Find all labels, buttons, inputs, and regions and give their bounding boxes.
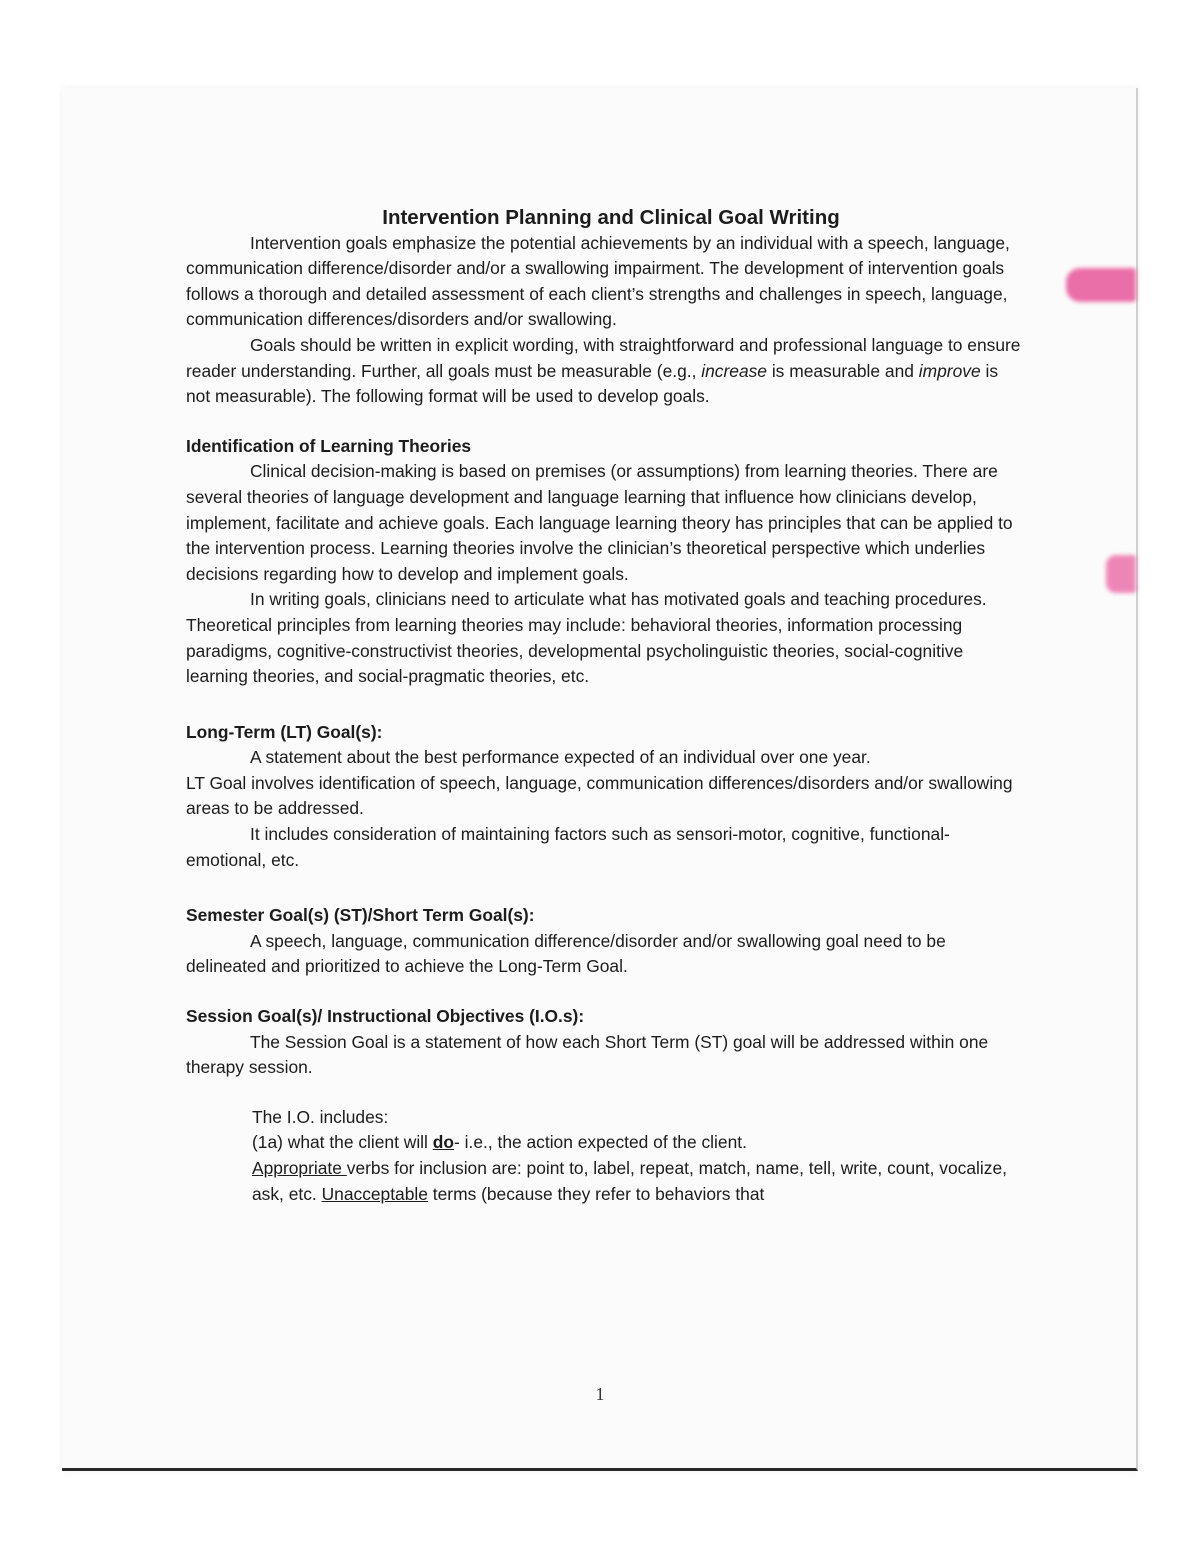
heading-learning-theories: Identification of Learning Theories xyxy=(186,435,472,456)
emphasis-improve: improve xyxy=(918,360,981,381)
heading-long-term-goals: Long-Term (LT) Goal(s): xyxy=(186,721,383,742)
intro-paragraph: Intervention goals emphasize the potential achievements by an individual with a speech, language, communication difference/disorder and/or a swallowing impairment. The development of intervention goals follows a thorough and detailed assessment of each client’s strengths and challenges in speech, language, communication differences/disorders and/or swallowing. xyxy=(186,232,1010,330)
session-paragraph: The Session Goal is a statement of how each Short Term (ST) goal will be addressed within one therapy session. xyxy=(186,1031,989,1078)
long-term-paragraph: A statement about the best performance expected of an individual over one year. xyxy=(250,747,871,768)
highlighter-mark xyxy=(1066,268,1136,302)
io-intro: The I.O. includes: xyxy=(252,1106,389,1127)
io-verbs: Appropriate verbs for inclusion are: point to, label, repeat, match, name, tell, write, count, vocalize, ask, etc. Unacceptable terms (because they refer to behaviors that xyxy=(252,1158,1007,1204)
heading-semester-goals: Semester Goal(s) (ST)/Short Term Goal(s): xyxy=(186,905,535,926)
instructional-objective-block xyxy=(186,1105,1026,1207)
semester-paragraph: A speech, language, communication difference/disorder and/or swallowing goal need to be delineated and prioritized to achieve the Long-Term Goal. xyxy=(186,930,946,977)
heading-session-goals: Session Goal(s)/ Instructional Objectives (I.O.s): xyxy=(186,1006,585,1027)
emphasis-increase: increase xyxy=(701,360,767,381)
document-body xyxy=(186,205,1026,1207)
page-number: 1 xyxy=(595,1384,605,1404)
underlined-do: do xyxy=(432,1132,454,1153)
intro-paragraph-goals-wording: Goals should be written in explicit wording, with straightforward and professional language to ensure reader understanding. Further, all goals must be measurable (e.g., increase is measurable and improve is not measurable). The following format will be used to develop goals. xyxy=(186,334,1021,407)
underlined-unacceptable: Unacceptable xyxy=(321,1183,428,1204)
learning-theories-paragraph: Clinical decision-making is based on premises (or assumptions) from learning theories. There are several theories of language development and language learning that influence how clinicians develop, implement, facilitate and achieve goals. Each language learning theory has principles that can be applied to the intervention process. Learning theories involve the clinician’s theoretical perspective which underlies decisions regarding how to develop and implement goals. xyxy=(186,461,1013,584)
document-title: Intervention Planning and Clinical Goal Writing xyxy=(382,206,840,229)
highlighter-mark xyxy=(1106,555,1136,593)
underlined-appropriate: Appropriate xyxy=(252,1158,347,1178)
learning-theories-paragraph: In writing goals, clinicians need to articulate what has motivated goals and teaching procedures. Theoretical principles from learning theories may include: behavioral theories, information processing paradigms, cognitive-constructivist theories, developmental psycholinguistic theories, social-cognitive learning theories, and social-pragmatic theories, etc. xyxy=(186,589,987,687)
long-term-paragraph: LT Goal involves identification of speech, language, communication differences/disorders and/or swallowing areas to be addressed. xyxy=(186,772,1013,819)
long-term-paragraph: It includes consideration of maintaining factors such as sensori-motor, cognitive, functional-emotional, etc. xyxy=(186,824,950,870)
io-item-1a: (1a) what the client will do- i.e., the action expected of the client. xyxy=(252,1132,747,1153)
